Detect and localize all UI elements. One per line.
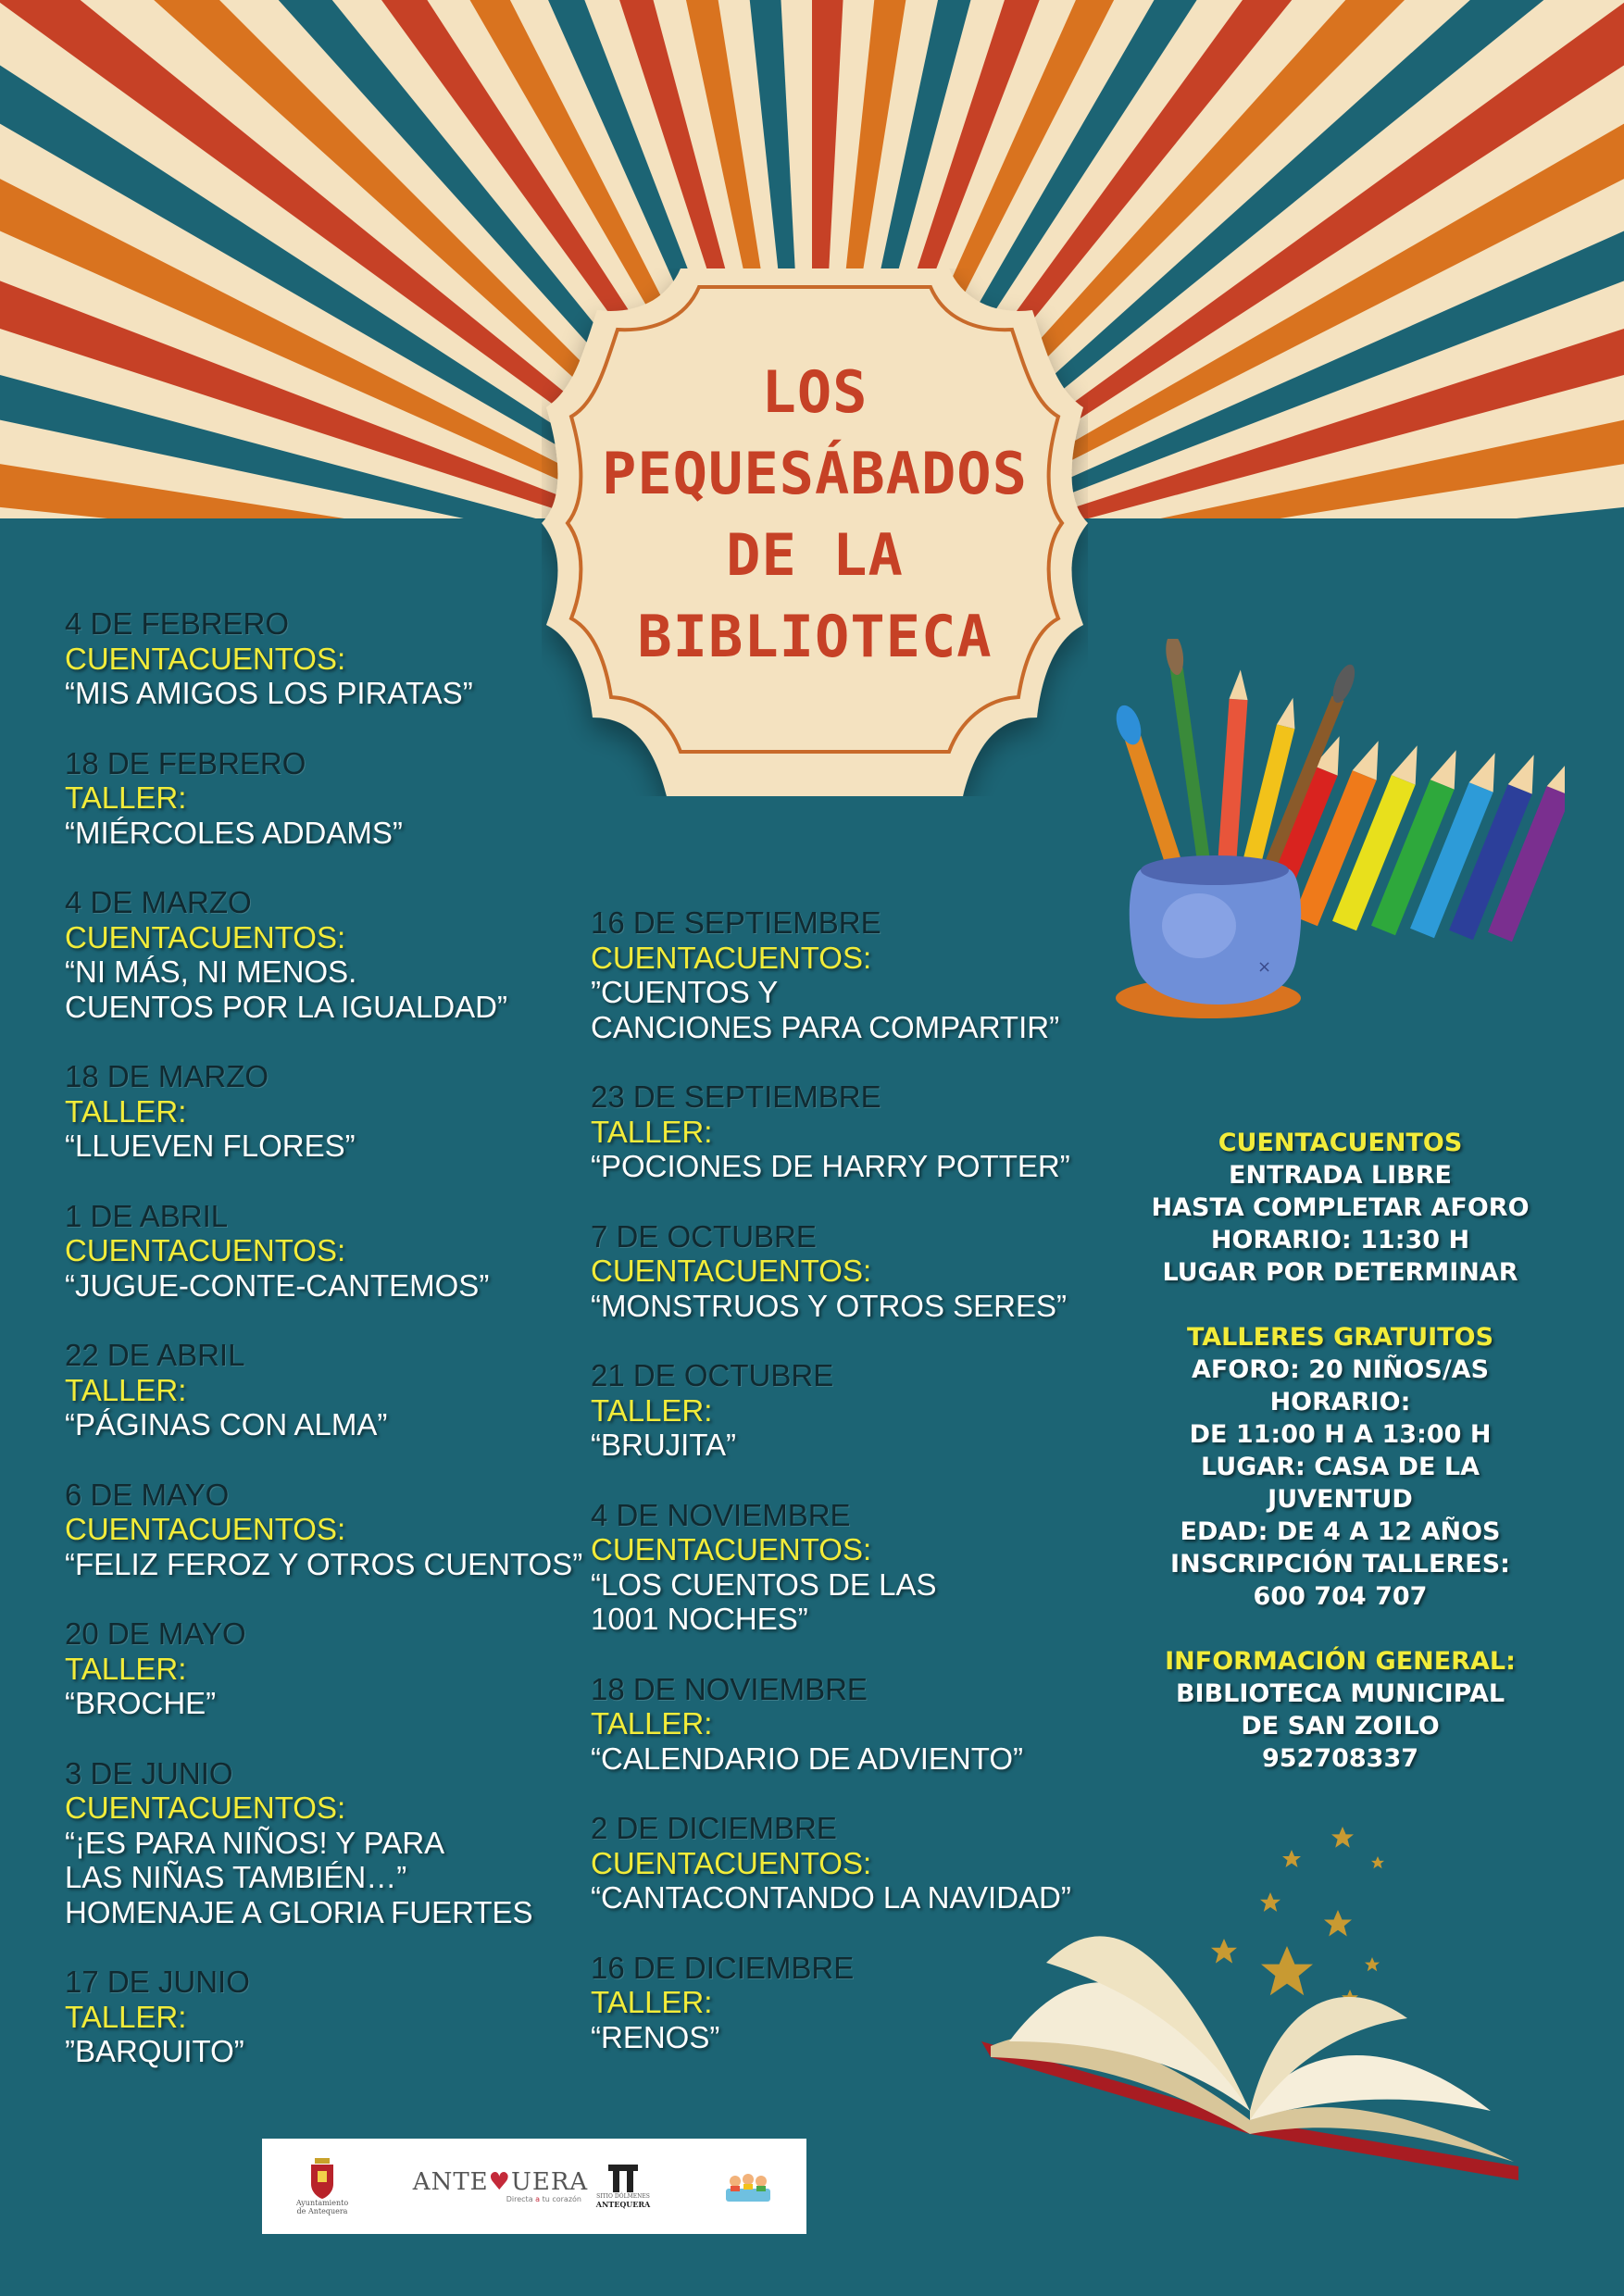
coat-of-arms-icon <box>309 2158 335 2199</box>
event-category: TALLER: <box>65 780 187 815</box>
event-date: 7 DE OCTUBRE <box>591 1218 817 1254</box>
event-category: TALLER: <box>591 1706 713 1741</box>
event-date: 16 DE SEPTIEMBRE <box>591 905 881 940</box>
event-item <box>65 606 583 711</box>
svg-text:×: × <box>1257 957 1272 977</box>
event-title: “MIS AMIGOS LOS PIRATAS” <box>65 676 473 710</box>
sponsor-logos-bar <box>262 2139 806 2234</box>
open-book-illustration <box>972 1815 1528 2203</box>
antequera-word-end: UERA <box>510 2168 589 2196</box>
info-line: EDAD: DE 4 A 12 AÑOS <box>1180 1517 1501 1546</box>
event-date: 1 DE ABRIL <box>65 1198 229 1233</box>
colored-pencils-row <box>1255 731 1565 942</box>
event-date: 2 DE DICIEMBRE <box>591 1811 837 1845</box>
stars <box>1211 1827 1384 2005</box>
event-title: “MIÉRCOLES ADDAMS” <box>65 815 403 850</box>
event-date: 4 DE FEBRERO <box>65 606 290 641</box>
title-line-2: PEQUESÁBADOS <box>602 440 1028 507</box>
event-item <box>65 1478 583 1582</box>
pencils-cup-illustration <box>1111 639 1565 1028</box>
event-title: “FELIZ FEROZ Y OTROS CUENTOS” <box>65 1546 583 1581</box>
info-general <box>1093 1645 1588 1775</box>
event-item <box>65 1338 583 1442</box>
event-title: “MONSTRUOS Y OTROS SERES” <box>591 1288 1068 1323</box>
children-library-logo <box>720 2146 776 2227</box>
info-line: HASTA COMPLETAR AFORO <box>1151 1193 1530 1222</box>
info-line: BIBLIOTECA MUNICIPAL <box>1175 1679 1505 1708</box>
info-line: ENTRADA LIBRE <box>1229 1161 1452 1190</box>
dolmenes-line-2: ANTEQUERA <box>595 2199 651 2209</box>
dolmenes-logo <box>595 2146 651 2227</box>
event-title: “LOS CUENTOS DE LAS 1001 NOCHES” <box>591 1566 937 1636</box>
heart-icon: ♥ <box>488 2168 511 2196</box>
ayuntamiento-line-1: Ayuntamiento <box>295 2198 349 2207</box>
info-heading: INFORMACIÓN GENERAL: <box>1165 1647 1516 1676</box>
antequera-word-start: ANTE <box>412 2168 489 2196</box>
event-date: 18 DE NOVIEMBRE <box>591 1671 868 1706</box>
event-category: CUENTACUENTOS: <box>591 940 872 975</box>
event-title: “RENOS” <box>591 2019 720 2054</box>
title-line-1: LOS <box>761 358 868 426</box>
event-title: ”CUENTOS Y CANCIONES PARA COMPARTIR” <box>591 975 1060 1044</box>
info-line: LUGAR: CASA DE LA <box>1200 1453 1480 1481</box>
event-item <box>591 1498 1109 1637</box>
info-talleres <box>1093 1321 1588 1613</box>
title-line-3: DE LA <box>726 521 904 589</box>
info-line: INSCRIPCIÓN TALLERES: <box>1170 1550 1510 1578</box>
event-category: TALLER: <box>65 1372 187 1407</box>
event-item <box>591 905 1109 1044</box>
event-item <box>591 1219 1109 1324</box>
info-line: HORARIO: <box>1269 1388 1411 1416</box>
info-line: AFORO: 20 NIÑOS/AS <box>1191 1355 1490 1384</box>
event-title: “JUGUE-CONTE-CANTEMOS” <box>65 1267 490 1303</box>
event-category: CUENTACUENTOS: <box>591 1845 872 1880</box>
info-line: JUVENTUD <box>1268 1485 1413 1514</box>
event-title: “CALENDARIO DE ADVIENTO” <box>591 1741 1023 1776</box>
event-title: “BRUJITA” <box>591 1428 737 1462</box>
event-title: “POCIONES DE HARRY POTTER” <box>591 1149 1070 1183</box>
tagline-part: Directa <box>506 2195 536 2203</box>
event-category: CUENTACUENTOS: <box>65 1512 346 1546</box>
event-title: “¡ES PARA NIÑOS! Y PARA LAS NIÑAS TAMBIÉN…” HOMENAJE A GLORIA FUERTES <box>65 1825 533 1929</box>
title-line-4: BIBLIOTECA <box>637 603 993 670</box>
event-date: 22 DE ABRIL <box>65 1338 245 1372</box>
event-date: 23 DE SEPTIEMBRE <box>591 1079 881 1114</box>
event-date: 20 DE MAYO <box>65 1616 246 1651</box>
ayuntamiento-logo <box>290 2146 355 2227</box>
event-category: CUENTACUENTOS: <box>591 1254 872 1288</box>
event-item <box>65 746 583 851</box>
children-library-icon <box>722 2168 774 2205</box>
tagline-part: tu corazón <box>542 2195 581 2203</box>
info-line: DE SAN ZOILO <box>1241 1712 1440 1741</box>
event-category: CUENTACUENTOS: <box>591 1532 872 1566</box>
event-date: 18 DE MARZO <box>65 1059 269 1093</box>
info-cuentacuentos <box>1093 1127 1588 1289</box>
event-item <box>65 1756 583 1930</box>
event-category: TALLER: <box>591 1114 713 1149</box>
antequera-tagline <box>506 2195 581 2203</box>
event-date: 21 DE OCTUBRE <box>591 1358 834 1392</box>
event-title: ”BARQUITO” <box>65 2034 244 2068</box>
info-heading: TALLERES GRATUITOS <box>1186 1323 1494 1352</box>
event-category: TALLER: <box>65 1999 187 2034</box>
ayuntamiento-line-2: de Antequera <box>296 2206 348 2215</box>
event-category: TALLER: <box>65 1093 187 1129</box>
event-title: “CANTACONTANDO LA NAVIDAD” <box>591 1880 1071 1915</box>
event-item <box>65 1616 583 1721</box>
event-title: “LLUEVEN FLORES” <box>65 1129 356 1163</box>
info-line: LUGAR POR DETERMINAR <box>1162 1258 1518 1287</box>
event-date: 16 DE DICIEMBRE <box>591 1950 855 1985</box>
event-title: “PÁGINAS CON ALMA” <box>65 1407 388 1441</box>
event-item <box>65 885 583 1024</box>
event-category: TALLER: <box>591 1392 713 1428</box>
info-line: DE 11:00 H A 13:00 H <box>1189 1420 1492 1449</box>
event-item <box>591 1672 1109 1777</box>
event-date: 4 DE NOVIEMBRE <box>591 1497 851 1532</box>
antequera-logo <box>412 2146 589 2227</box>
event-date: 18 DE FEBRERO <box>65 745 306 780</box>
info-panel <box>1093 1127 1588 1807</box>
dolmen-icon <box>606 2165 640 2192</box>
event-date: 3 DE JUNIO <box>65 1755 233 1791</box>
event-category: CUENTACUENTOS: <box>65 641 346 676</box>
event-item <box>591 1079 1109 1184</box>
event-item <box>65 1965 583 2069</box>
event-category: CUENTACUENTOS: <box>65 1791 346 1825</box>
schedule-first-half <box>65 606 583 2104</box>
event-title: “NI MÁS, NI MENOS. CUENTOS POR LA IGUALDAD” <box>65 955 508 1024</box>
info-line: HORARIO: 11:30 H <box>1210 1226 1470 1254</box>
event-title: “BROCHE” <box>65 1686 217 1720</box>
event-item <box>591 1358 1109 1463</box>
poster-title <box>542 352 1088 678</box>
event-item <box>65 1059 583 1164</box>
event-category: TALLER: <box>591 1985 713 2019</box>
event-category: CUENTACUENTOS: <box>65 1233 346 1267</box>
event-date: 17 DE JUNIO <box>65 1965 250 1999</box>
info-line: 600 704 707 <box>1253 1582 1428 1611</box>
info-line: 952708337 <box>1261 1744 1419 1773</box>
antequera-wordmark <box>413 2169 588 2195</box>
event-date: 6 DE MAYO <box>65 1477 230 1512</box>
tagline-part: a <box>535 2195 543 2203</box>
event-item <box>65 1199 583 1304</box>
dolmenes-line-1: SITIO DÓLMENES <box>596 2192 650 2200</box>
event-category: TALLER: <box>65 1651 187 1686</box>
event-date: 4 DE MARZO <box>65 885 252 919</box>
info-heading: CUENTACUENTOS <box>1218 1129 1463 1157</box>
event-category: CUENTACUENTOS: <box>65 919 346 955</box>
